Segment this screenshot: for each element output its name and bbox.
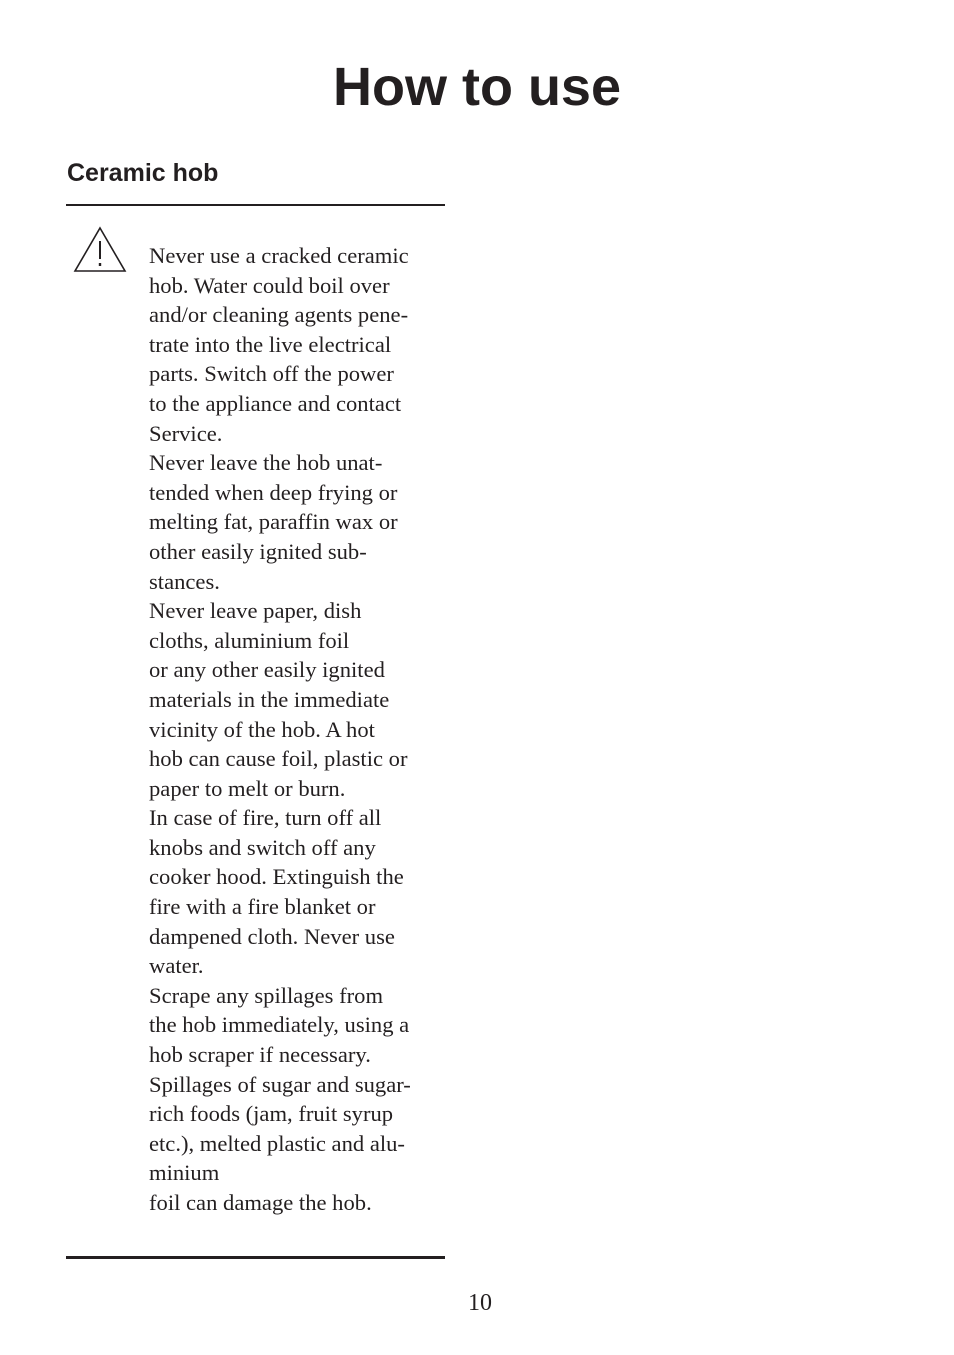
warning-text-line: cooker hood. Extinguish the	[149, 864, 404, 890]
warning-text-line: hob can cause foil, plastic or	[149, 746, 408, 772]
warning-text-line: vicinity of the hob. A hot	[149, 716, 375, 742]
warning-text-line: melting fat, paraffin wax or	[149, 509, 398, 535]
warning-text-line: the hob immediately, using a	[149, 1012, 410, 1038]
warning-text-line: trate into the live electrical	[149, 331, 392, 357]
warning-text-line: or any other easily ignited	[149, 657, 385, 683]
warning-text-line: dampened cloth. Never use	[149, 923, 395, 949]
warning-text-line: and/or cleaning agents pene-	[149, 302, 409, 328]
warning-text-line: knobs and switch off any	[149, 834, 376, 860]
section-heading: Ceramic hob	[67, 159, 219, 187]
top-divider	[66, 204, 445, 206]
warning-text-line: foil can damage the hob.	[149, 1190, 372, 1215]
warning-text-line: Never use a cracked ceramic	[149, 243, 409, 268]
warning-text-line: stances.	[149, 568, 220, 594]
warning-text-line: Scrape any spillages from	[149, 982, 384, 1008]
warning-text-line: hob. Water could boil over	[149, 272, 390, 298]
warning-text-line: In case of fire, turn off all	[149, 805, 382, 831]
warning-text-line: to the appliance and contact	[149, 390, 402, 416]
warning-triangle-icon	[73, 226, 127, 274]
warning-text-line: water.	[149, 953, 204, 979]
warning-text-line: tended when deep frying or	[149, 479, 398, 505]
page-number: 10	[468, 1290, 492, 1316]
warning-text-line: etc.), melted plastic and alu-	[149, 1130, 405, 1156]
warning-text-line: cloths, aluminium foil	[149, 627, 350, 653]
warning-text-line: minium	[149, 1160, 220, 1186]
warning-text-line: paper to melt or burn.	[149, 775, 346, 801]
warning-text-line: rich foods (jam, fruit syrup	[149, 1101, 394, 1127]
bottom-divider	[66, 1256, 445, 1259]
warning-text-line: Never leave the hob unat-	[149, 450, 383, 476]
page-title: How to use	[332, 57, 621, 117]
warning-text-line: parts. Switch off the power	[149, 361, 394, 387]
warning-text	[149, 241, 449, 1218]
warning-text-line: other easily ignited sub-	[149, 538, 367, 564]
warning-text-line: Spillages of sugar and sugar-	[149, 1071, 411, 1097]
warning-text-line: materials in the immediate	[149, 686, 390, 712]
warning-text-line: hob scraper if necessary.	[149, 1042, 371, 1068]
warning-text-line: Never leave paper, dish	[149, 598, 362, 624]
warning-text-line: fire with a fire blanket or	[149, 894, 376, 920]
warning-text-line: Service.	[149, 420, 223, 446]
